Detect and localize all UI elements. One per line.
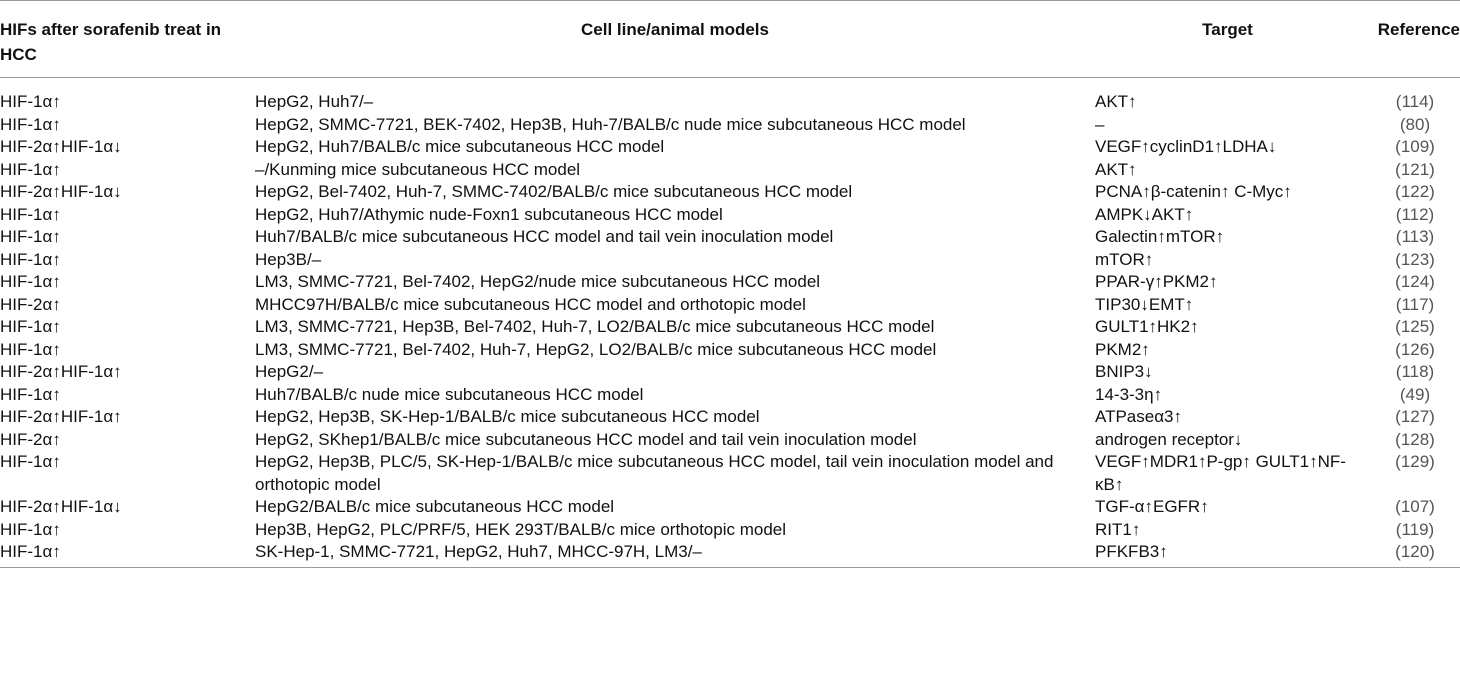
cell-reference: (120) — [1360, 541, 1460, 567]
cell-hif: HIF-1α↑ — [0, 204, 61, 224]
cell-target: TGF-α↑EGFR↑ — [1095, 497, 1209, 516]
cell-reference: (109) — [1395, 137, 1435, 156]
cell-target: BNIP3↓ — [1095, 362, 1153, 381]
cell-target: AKT↑ — [1095, 159, 1137, 179]
cell-models: Hep3B, HepG2, PLC/PRF/5, HEK 293T/BALB/c mice orthotopic model — [255, 519, 787, 539]
cell-models: Huh7/BALB/c mice subcutaneous HCC model and tail vein inoculation model — [255, 227, 834, 246]
cell-reference: (128) — [1395, 429, 1435, 449]
cell-hif: HIF-1α↑ — [0, 114, 61, 134]
table-row — [0, 294, 1460, 317]
cell-target: PPAR-γ↑PKM2↑ — [1095, 272, 1218, 291]
cell-models: SK-Hep-1, SMMC-7721, HepG2, Huh7, MHCC-97H, LM3/– — [255, 541, 1095, 567]
cell-hif: HIF-1α↑ — [0, 272, 61, 291]
cell-hif: HIF-1α↑ — [0, 92, 61, 111]
cell-hif: HIF-2α↑HIF-1α↓ — [0, 497, 122, 516]
cell-target: 14-3-3η↑ — [1095, 384, 1163, 404]
cell-target: mTOR↑ — [1095, 249, 1154, 269]
table-row — [0, 541, 1460, 567]
table-row — [0, 249, 1460, 272]
cell-hif: HIF-1α↑ — [0, 227, 61, 246]
cell-models: LM3, SMMC-7721, Hep3B, Bel-7402, Huh-7, LO2/BALB/c mice subcutaneous HCC model — [255, 317, 935, 336]
cell-reference: (49) — [1399, 384, 1431, 404]
cell-models: HepG2, Huh7/BALB/c mice subcutaneous HCC model — [255, 137, 665, 156]
cell-hif: HIF-1α↑ — [0, 159, 61, 179]
cell-hif: HIF-2α↑HIF-1α↑ — [0, 407, 122, 426]
cell-models: HepG2, Bel-7402, Huh-7, SMMC-7402/BALB/c mice subcutaneous HCC model — [255, 182, 853, 201]
cell-models: HepG2, Huh7/Athymic nude-Foxn1 subcutaneous HCC model — [255, 204, 723, 224]
cell-target: TIP30↓EMT↑ — [1095, 294, 1194, 314]
table-row — [0, 78, 1460, 114]
cell-target: AMPK↓AKT↑ — [1095, 204, 1194, 224]
table-row — [0, 316, 1460, 339]
table-row — [0, 114, 1460, 137]
table-row — [0, 204, 1460, 227]
cell-models: HepG2, Hep3B, PLC/5, SK-Hep-1/BALB/c mice subcutaneous HCC model, tail vein inoculation model and orthotopic model — [255, 452, 1054, 494]
cell-models: LM3, SMMC-7721, Bel-7402, HepG2/nude mice subcutaneous HCC model — [255, 272, 821, 291]
cell-reference: (80) — [1399, 114, 1431, 134]
header-row — [0, 1, 1460, 78]
cell-models: HepG2/– — [255, 362, 324, 381]
cell-hif: HIF-1α↑ — [0, 317, 61, 336]
table-row — [0, 429, 1460, 452]
cell-hif: HIF-2α↑ — [0, 294, 61, 314]
cell-hif: HIF-2α↑HIF-1α↓ — [0, 182, 122, 201]
cell-target: AKT↑ — [1095, 92, 1137, 111]
cell-models: MHCC97H/BALB/c mice subcutaneous HCC model and orthotopic model — [255, 294, 806, 314]
cell-reference: (118) — [1395, 362, 1435, 381]
cell-reference: (126) — [1395, 339, 1435, 359]
cell-target: VEGF↑cyclinD1↑LDHA↓ — [1095, 137, 1277, 156]
cell-reference: (122) — [1395, 182, 1435, 201]
cell-reference: (125) — [1395, 317, 1435, 336]
cell-target: PFKFB3↑ — [1095, 541, 1360, 567]
cell-hif: HIF-1α↑ — [0, 519, 61, 539]
table-header — [0, 1, 1460, 78]
cell-target: PKM2↑ — [1095, 339, 1150, 359]
cell-target: PCNA↑β-catenin↑ C-Myc↑ — [1095, 182, 1292, 201]
cell-reference: (114) — [1395, 92, 1435, 111]
cell-reference: (124) — [1395, 272, 1435, 291]
cell-models: HepG2, Huh7/– — [255, 92, 374, 111]
cell-hif: HIF-1α↑ — [0, 339, 61, 359]
cell-reference: (113) — [1395, 227, 1435, 246]
table-row — [0, 226, 1460, 249]
cell-reference: (129) — [1395, 452, 1435, 471]
cell-hif: HIF-1α↑ — [0, 452, 61, 471]
cell-reference: (117) — [1395, 294, 1435, 314]
cell-reference: (107) — [1395, 497, 1435, 516]
header-reference: Reference — [1360, 1, 1460, 78]
table-row — [0, 271, 1460, 294]
cell-models: HepG2, Hep3B, SK-Hep-1/BALB/c mice subcutaneous HCC model — [255, 407, 760, 426]
cell-reference: (119) — [1395, 519, 1435, 539]
cell-hif: HIF-2α↑ — [0, 429, 61, 449]
cell-target: RIT1↑ — [1095, 519, 1141, 539]
cell-models: LM3, SMMC-7721, Bel-7402, Huh-7, HepG2, LO2/BALB/c mice subcutaneous HCC model — [255, 339, 937, 359]
cell-models: –/Kunming mice subcutaneous HCC model — [255, 159, 581, 179]
table-row — [0, 384, 1460, 407]
table-row — [0, 361, 1460, 384]
cell-reference: (123) — [1395, 249, 1435, 269]
table-row — [0, 406, 1460, 429]
table-row — [0, 519, 1460, 542]
cell-hif: HIF-1α↑ — [0, 384, 61, 404]
cell-models: Hep3B/– — [255, 249, 322, 269]
cell-target: ATPaseα3↑ — [1095, 407, 1182, 426]
cell-models: HepG2, SMMC-7721, BEK-7402, Hep3B, Huh-7/BALB/c nude mice subcutaneous HCC model — [255, 114, 966, 134]
cell-models: HepG2/BALB/c mice subcutaneous HCC model — [255, 497, 615, 516]
table-row — [0, 159, 1460, 182]
table-row — [0, 451, 1460, 496]
cell-target: VEGF↑MDR1↑P-gp↑ GULT1↑NF-κB↑ — [1095, 452, 1346, 494]
cell-target: androgen receptor↓ — [1095, 429, 1243, 449]
cell-models: HepG2, SKhep1/BALB/c mice subcutaneous HCC model and tail vein inoculation model — [255, 429, 917, 449]
header-models: Cell line/animal models — [255, 1, 1095, 78]
cell-models: Huh7/BALB/c nude mice subcutaneous HCC model — [255, 384, 644, 404]
cell-hif: HIF-1α↑ — [0, 541, 255, 567]
cell-target: GULT1↑HK2↑ — [1095, 317, 1199, 336]
table-row — [0, 496, 1460, 519]
cell-target: – — [1095, 114, 1105, 134]
header-hif: HIFs after sorafenib treat in HCC — [0, 1, 255, 78]
cell-reference: (127) — [1395, 407, 1435, 426]
table-body — [0, 78, 1460, 568]
cell-hif: HIF-2α↑HIF-1α↓ — [0, 137, 122, 156]
cell-reference: (121) — [1395, 159, 1435, 179]
header-target: Target — [1095, 1, 1360, 78]
table-row — [0, 339, 1460, 362]
cell-reference: (112) — [1395, 204, 1435, 224]
table-row — [0, 136, 1460, 159]
cell-target: Galectin↑mTOR↑ — [1095, 227, 1225, 246]
table-row — [0, 181, 1460, 204]
cell-hif: HIF-2α↑HIF-1α↑ — [0, 362, 122, 381]
cell-hif: HIF-1α↑ — [0, 249, 61, 269]
